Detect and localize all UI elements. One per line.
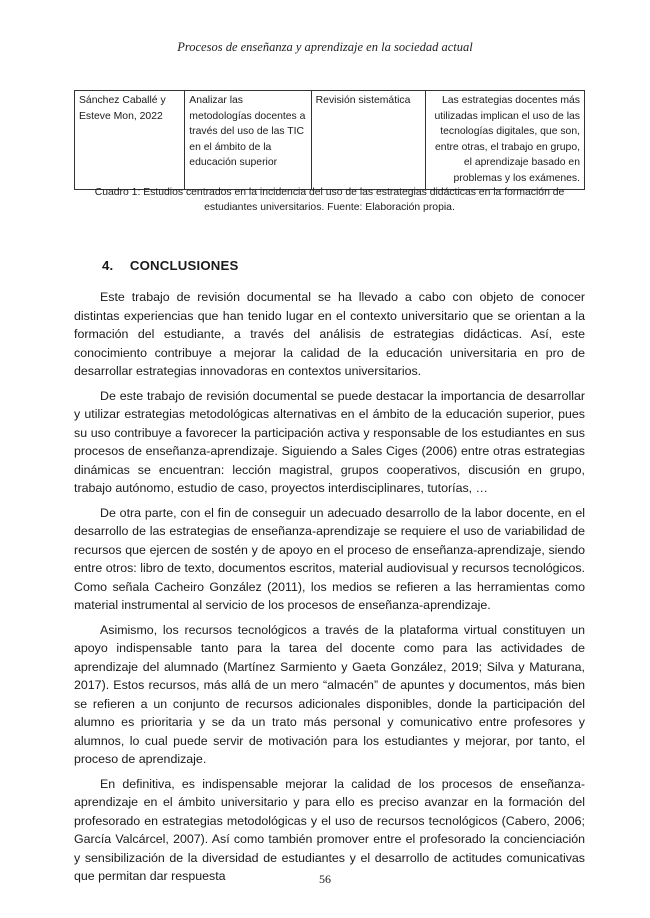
body-text	[74, 288, 585, 892]
paragraph: En definitiva, es indispensable mejorar la calidad de los procesos de enseñanza-aprendizaje en el ámbito universitario y para ello es preciso avanzar en la formación del profesorado en estrategias metodológicas y el uso de recursos tecnológicos (Cabero, 2006; García Valcárcel, 2007). Así como también promover entre el profesorado la concienciación y sensibilización de la diversidad de estudiantes y el desarrollo de actitudes comunicativas que permitan dar respuesta	[74, 776, 585, 883]
page-number: 56	[319, 872, 331, 886]
paragraph: De este trabajo de revisión documental se puede destacar la importancia de desarrollar y utilizar estrategias metodológicas alternativas en el ámbito de la educación superior, pues su uso contribuye a favorecer la participación activa y responsable de los estudiantes en sus procesos de enseñanza-aprendizaje. Siguiendo a Sales Ciges (2006) entre otras estrategias dinámicas se encuentran: lección magistral, grupos cooperativos, discusión en grupo, trabajo autónomo, estudio de caso, proyectos interdisciplinares, tutorías, …	[74, 388, 585, 495]
section-title: CONCLUSIONES	[129, 258, 239, 273]
table-cell-result: Las estrategias docentes más utilizadas implican el uso de las tecnologías digitales, que son, entre otras, el trabajo en grupo, el aprendizaje basado en problemas y los exámenes.	[426, 91, 585, 190]
table-row	[75, 91, 585, 190]
table-cell-author: Sánchez Caballé y Esteve Mon, 2022	[75, 91, 185, 190]
paragraph: De otra parte, con el fin de conseguir un adecuado desarrollo de la labor docente, en el desarrollo de las estrategias de enseñanza-aprendizaje se requiere el uso de variabilidad de recursos que ejercen de sostén y de apoyo en el proceso de enseñanza-aprendizaje, siendo entre otros: libro de texto, documentos escritos, material audiovisual y recursos tecnológicos. Como señala Cacheiro González (2011), los medios se refieren a las herramientas como material instrumental al servicio de los procesos de enseñanza-aprendizaje.	[74, 505, 585, 612]
paragraph: Asimismo, los recursos tecnológicos a través de la plataforma virtual constituyen un apoyo indispensable tanto para la tarea del docente como para las actividades de aprendizaje del alumnado (Martínez Sarmiento y Gaeta González, 2019; Silva y Maturana, 2017). Estos recursos, más allá de un mero “almacén” de apuntes y documentos, más bien se refieren a un conjunto de recursos adicionales disponibles, donde la participación del alumno es prioritaria y se da un trato más personal y comunicativo entre profesores y alumnos, lo cual puede servir de motivación para los estudiantes y mejorar, por tanto, el proceso de aprendizaje.	[74, 622, 585, 766]
running-header: Procesos de enseñanza y aprendizaje en la sociedad actual	[177, 40, 473, 54]
table-caption: Cuadro 1: Estudios centrados en la incidencia del uso de las estrategias didácticas en la formación de estudiantes universitarios. Fuente: Elaboración propia.	[94, 187, 565, 213]
table-cell-objective: Analizar las metodologías docentes a través del uso de las TIC en el ámbito de la educación superior	[185, 91, 311, 190]
table-cell-method: Revisión sistemática	[311, 91, 425, 190]
paragraph: Este trabajo de revisión documental se ha llevado a cabo con objeto de conocer distintas experiencias que han tenido lugar en el contexto universitario que se orientan a la formación del estudiante, a través del análisis de estrategias didácticas. Así, este conocimiento contribuye a mejorar la calidad de la educación universitaria en pro de desarrollar estrategias innovadoras en contextos universitarios.	[74, 290, 585, 378]
section-number: 4.	[102, 258, 114, 273]
section-heading	[102, 258, 239, 273]
studies-table	[74, 90, 585, 190]
